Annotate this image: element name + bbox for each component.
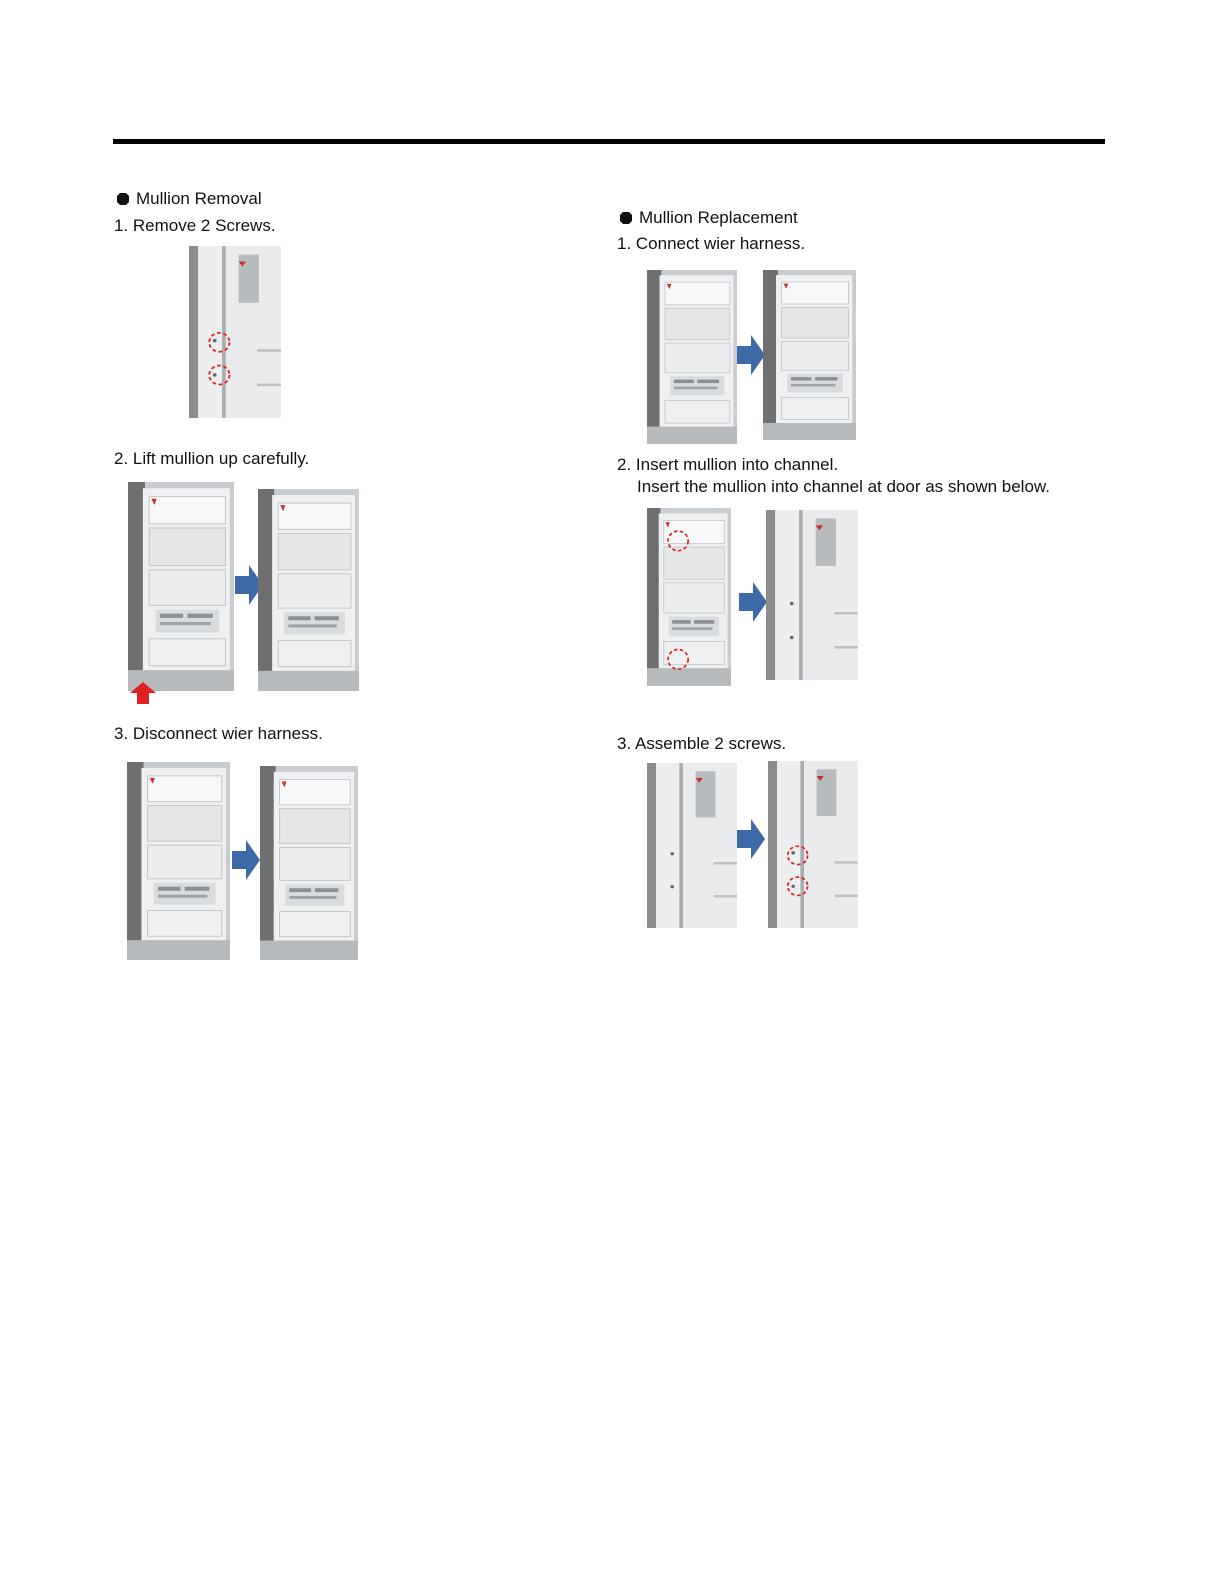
photo-lift-before xyxy=(128,482,234,691)
photo-lift-after xyxy=(258,489,359,691)
replacement-step-2: 2. Insert mullion into channel. xyxy=(617,455,839,474)
photo-assemble-after xyxy=(768,761,858,928)
photo-insert-after xyxy=(766,510,858,680)
mullion-replacement-heading: Mullion Replacement xyxy=(620,208,798,228)
bullet-icon xyxy=(117,193,129,205)
arrow-right-icon xyxy=(232,838,260,882)
replacement-step-1: 1. Connect wier harness. xyxy=(617,234,806,253)
photo-connect-after xyxy=(763,270,856,440)
photo-disconnect-before xyxy=(127,762,230,960)
removal-step-2: 2. Lift mullion up carefully. xyxy=(114,449,310,468)
removal-step-3: 3. Disconnect wier harness. xyxy=(114,724,323,743)
replacement-step-2-detail: Insert the mullion into channel at door as shown below. xyxy=(637,477,1050,496)
lift-up-arrow-icon xyxy=(130,682,156,704)
header-rule xyxy=(113,139,1105,144)
removal-step-1: 1. Remove 2 Screws. xyxy=(114,216,276,235)
bullet-icon xyxy=(620,212,632,224)
photo-assemble-before xyxy=(647,763,737,928)
mullion-removal-heading: Mullion Removal xyxy=(117,189,262,209)
arrow-right-icon xyxy=(737,817,765,861)
arrow-right-icon xyxy=(739,580,767,624)
replacement-step-3: 3. Assemble 2 screws. xyxy=(617,734,787,753)
arrow-right-icon xyxy=(737,333,765,377)
photo-disconnect-after xyxy=(260,766,358,960)
photo-insert-before xyxy=(647,508,731,686)
photo-remove-screws xyxy=(189,246,281,418)
photo-connect-before xyxy=(647,270,737,444)
